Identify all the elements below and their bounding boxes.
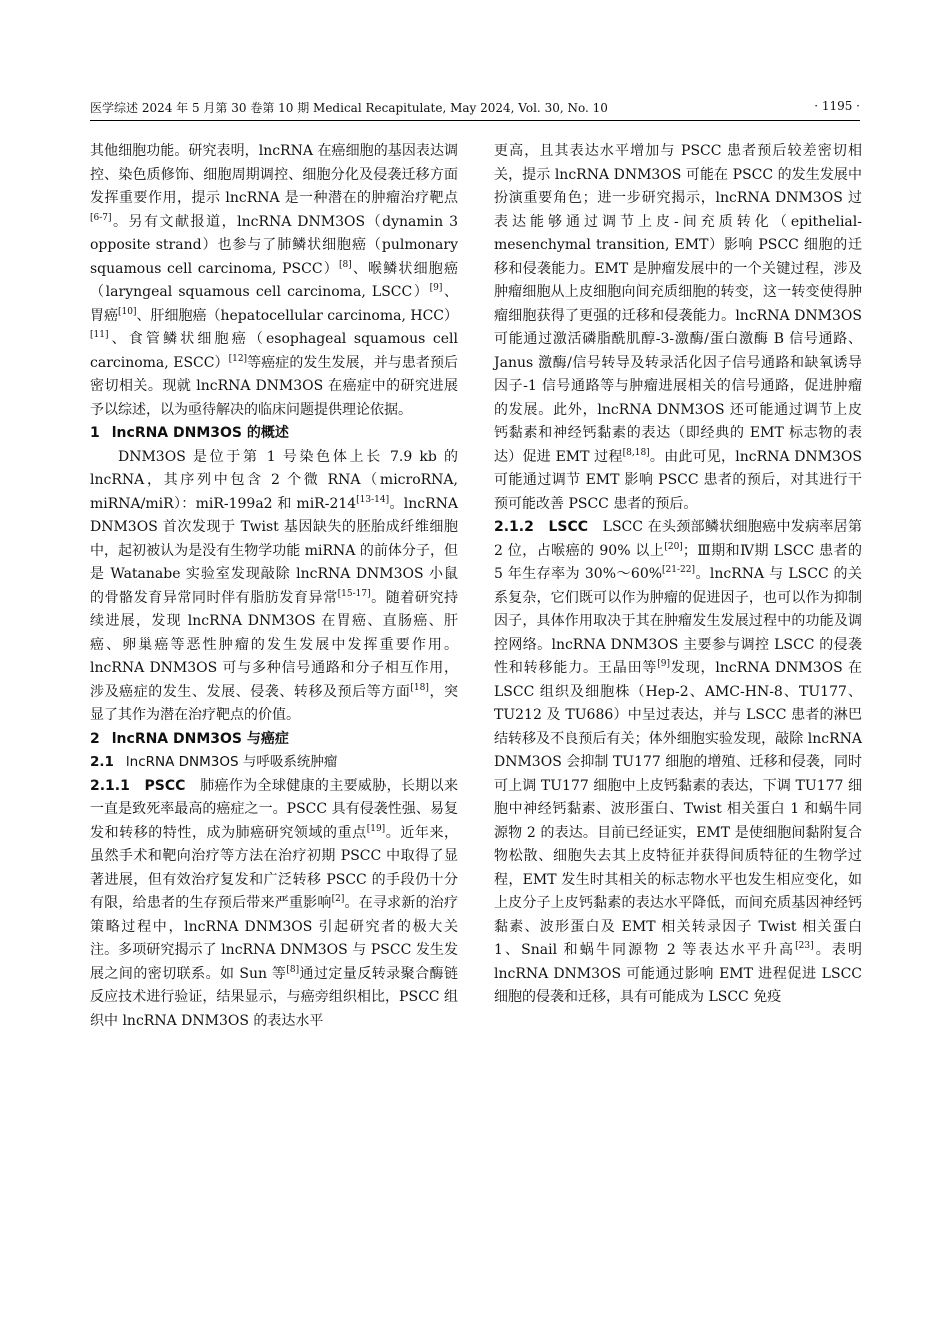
overview-paragraph: DNM3OS 是位于第 1 号染色体上长 7.9 kb 的 lncRNA，其序列中包含 2 个微 RNA（microRNA, miRNA/miR）：miR-199a2 和 miR-214[13-14]。lncRNA DNM3OS 首次发现于 Twist 基因缺失的胚胎成纤维细胞中，起初被认为是没有生物学功能 miRNA 的前体分子，但是 Watanabe 实验室发现敲除 lncRNA DNM3OS 小鼠的骨骼发育异常同时伴有脂肪发育异常[15-17]。随着研究持续进展，发现 lncRNA DNM3OS 在胃癌、直肠癌、肝癌、卵巢癌等恶性肿瘤的发生发展中发挥重要作用。lncRNA DNM3OS 可与多种信号通路和分子相互作用，涉及癌症的发生、发展、侵袭、转移及预后等方面[18]，突显了其作为潜在治疗靶点的价值。 bbox=[90, 448, 459, 723]
citation: [18] bbox=[410, 682, 429, 693]
section-heading-2: 2 lncRNA DNM3OS 与癌症 bbox=[90, 730, 289, 747]
intro-paragraph: 其他细胞功能。研究表明，lncRNA 在癌细胞的基因表达调控、染色质修饰、细胞周期调控、细胞分化及侵袭迁移方面发挥重要作用，提示 lncRNA 是一种潜在的肿瘤治疗靶点[6-7]。另有文献报道，lncRNA DNM3OS（dynamin 3 opposite strand）也参与了肺鳞状细胞癌（pulmonary squamous cell carcinoma, PSCC）[8]、喉鳞状细胞癌（laryngeal squamous cell carcinoma, LSCC）[9]、胃癌[10]、肝细胞癌（hepatocellular carcinoma, HCC）[11]、食管鳞状细胞癌（esophageal squamous cell carcinoma, ESCC）[12]等癌症的发生发展，并与患者预后密切相关。现就 lncRNA DNM3OS 在癌症中的研究进展予以综述，以为亟待解决的临床问题提供理论依据。 bbox=[90, 143, 459, 418]
subsection-heading-2-1: 2.1 lncRNA DNM3OS 与呼吸系统肿瘤 bbox=[90, 754, 338, 770]
page-number: · 1195 · bbox=[814, 99, 860, 113]
section-heading-1: 1 lncRNA DNM3OS 的概述 bbox=[90, 425, 289, 441]
header-rule bbox=[90, 120, 860, 121]
citation: [21-22] bbox=[662, 565, 695, 575]
left-column bbox=[90, 140, 458, 1033]
citation: [8] bbox=[338, 259, 352, 270]
citation: [9] bbox=[657, 659, 671, 669]
citation: [11] bbox=[90, 330, 109, 340]
citation: [8,18] bbox=[622, 447, 650, 458]
citation: [20] bbox=[664, 541, 683, 552]
citation: [19] bbox=[366, 823, 386, 834]
citation: [8] bbox=[286, 964, 300, 975]
citation: [9] bbox=[429, 283, 443, 293]
citation: [15-17] bbox=[337, 588, 371, 599]
right-column bbox=[494, 140, 862, 1010]
citation: [10] bbox=[118, 306, 137, 317]
citation: [6-7] bbox=[90, 212, 112, 223]
citation: [23] bbox=[795, 941, 814, 951]
lscc-paragraph: 2.1.2 LSCC LSCC 在头颈部鳞状细胞癌中发病率居第 2 位，占喉癌的 90% 以上[20]；Ⅲ期和Ⅳ期 LSCC 患者的 5 年生存率为 30%～60%[21-22]。lncRNA 与 LSCC 的关系复杂，它们既可以作为肿瘤的促进因子，也可以作为抑制因子，具体作用取决于其在肿瘤发生发展过程中的功能及调控网络。lncRNA DNM3OS 主要参与调控 LSCC 的侵袭性和转移能力。王晶田等[9]发现，lncRNA DNM3OS 在 LSCC 组织及细胞株（Hep-2、AMC-HN-8、TU177、TU212 及 TU686）中呈过表达，并与 LSCC 患者的淋巴结转移及不良预后有关；体外细胞实验发现，敲除 lncRNA DNM3OS 会抑制 TU177 细胞的增殖、迁移和侵袭，同时可上调 TU177 细胞中上皮钙黏素的表达，下调 TU177 细胞中神经钙黏素、波形蛋白、Twist 相关蛋白 1 和蜗牛同源物 2 的表达。目前已经证实，EMT 是使细胞间黏附复合物松散、细胞失去其上皮特征并获得间质特征的生物学过程，EMT 发生时其相关的标志物水平也发生相应变化，如上皮分子上皮钙黏素的表达水平降低，而间充质基因神经钙黏素、波形蛋白及 EMT 相关转录因子 Twist 相关蛋白 1、Snail 和蜗牛同源物 2 等表达水平升高[23]。表明 lncRNA DNM3OS 可能通过影响 EMT 进程促进 LSCC 细胞的侵袭和迁移，具有可能成为 LSCC 免疫 bbox=[494, 519, 863, 1005]
citation: [12] bbox=[228, 353, 248, 364]
pscc-paragraph-continued: 更高，且其表达水平增加与 PSCC 患者预后较差密切相关，提示 lncRNA DNM3OS 可能在 PSCC 的发生发展中扮演重要角色；进一步研究揭示，lncRNA DNM3OS 过表达能够通过调节上皮-间充质转化（epithelial-mesenchymal transition, EMT）影响 PSCC 细胞的迁移和侵袭能力。EMT 是肿瘤发展中的一个关键过程，涉及肿瘤细胞从上皮细胞向间充质细胞的转变，这一转变使得肿瘤细胞获得了更强的迁移和侵袭能力。lncRNA DNM3OS 可能通过激活磷脂酰肌醇-3-激酶/蛋白激酶 B 信号通路、Janus 激酶/信号转导及转录活化因子信号通路和缺氧诱导因子-1 信号通路等与肿瘤进展相关的信号通路，促进肿瘤的发展。此外，lncRNA DNM3OS 还可能通过调节上皮钙黏素和神经钙黏素的表达（即经典的 EMT 标志物的表达）促进 EMT 过程[8,18]。由此可见，lncRNA DNM3OS 可能通过调节 EMT 影响 PSCC 患者的预后，对其进行干预可能改善 PSCC 患者的预后。 bbox=[494, 143, 862, 512]
pscc-paragraph: 2.1.1 PSCC 肺癌作为全球健康的主要威胁，长期以来一直是致死率最高的癌症之一。PSCC 具有侵袭性强、易复发和转移的特性，成为肺癌研究领域的重点[19]。近年来，虽然手术和靶向治疗等方法在治疗初期 PSCC 中取得了显著进展，但有效治疗复发和广泛转移 PSCC 的手段仍十分有限，给患者的生存预后带来严重影响[2]。在寻求新的治疗策略过程中，lncRNA DNM3OS 引起研究者的极大关注。多项研究揭示了 lncRNA DNM3OS 与 PSCC 发生发展之间的密切联系。如 Sun 等[8]通过定量反转录聚合酶链反应技术进行验证，结果显示，与癌旁组织相比，PSCC 组织中 lncRNA DNM3OS 的表达水平 bbox=[90, 777, 459, 1029]
citation: [13-14] bbox=[356, 494, 390, 505]
citation: [2] bbox=[331, 894, 345, 904]
running-header-journal: 医学综述 2024 年 5 月第 30 卷第 10 期 Medical Recapitulate, May 2024, Vol. 30, No. 10 bbox=[90, 101, 608, 115]
